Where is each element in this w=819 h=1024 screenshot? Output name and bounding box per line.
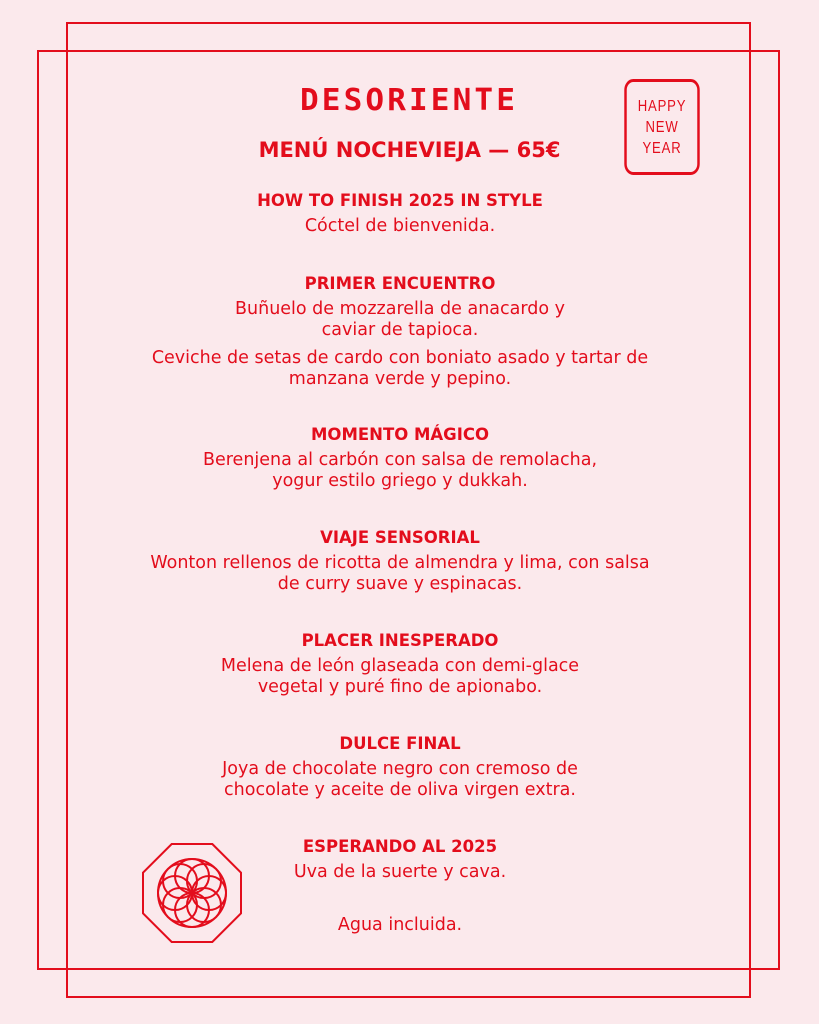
menu-item: Wonton rellenos de ricotta de almendra y lima, con salsa de curry suave y espinacas. [150, 553, 650, 594]
menu-item: Uva de la suerte y cava. [293, 862, 507, 882]
section-heading: PRIMER ENCUENTRO [304, 274, 496, 293]
badge-line: HAPPY [637, 97, 687, 115]
brand-logo [298, 84, 520, 116]
menu-section [150, 424, 650, 492]
menu-item: Melena de león glaseada con demi-glace vegetal y puré fino de apionabo. [220, 656, 580, 697]
section-heading: HOW TO FINISH 2025 IN STYLE [257, 191, 543, 210]
badge-line: NEW [645, 118, 679, 136]
menu-item: Berenjena al carbón con salsa de remolacha, yogur estilo griego y dukkah. [202, 450, 598, 491]
menu-section [150, 733, 650, 801]
rosette-icon [139, 840, 245, 946]
menu-item: Cóctel de bienvenida. [304, 216, 496, 236]
section-heading: DULCE FINAL [339, 734, 461, 753]
svg-text:DESORIENTE: DESORIENTE [300, 84, 518, 116]
frame-outer-b [37, 50, 780, 970]
menu-section [150, 630, 650, 698]
menu-item: Ceviche de setas de cardo con boniato asado y tartar de manzana verde y pepino. [151, 348, 649, 389]
menu-item: Buñuelo de mozzarella de anacardo y caviar de tapioca. [235, 299, 565, 340]
section-heading: MOMENTO MÁGICO [311, 425, 489, 444]
section-heading: VIAJE SENSORIAL [320, 528, 480, 547]
menu-section [150, 190, 650, 237]
section-heading: ESPERANDO AL 2025 [302, 837, 498, 856]
menu-section [150, 273, 650, 390]
badge-line: YEAR [642, 139, 682, 157]
section-heading: PLACER INESPERADO [301, 631, 499, 650]
menu-title: MENÚ NOCHEVIEJA — 65€ [258, 138, 561, 162]
menu-section [150, 527, 650, 595]
footer-note: Agua incluida. [337, 915, 463, 935]
menu-item: Joya de chocolate negro con cremoso de chocolate y aceite de oliva virgen extra. [222, 759, 578, 800]
